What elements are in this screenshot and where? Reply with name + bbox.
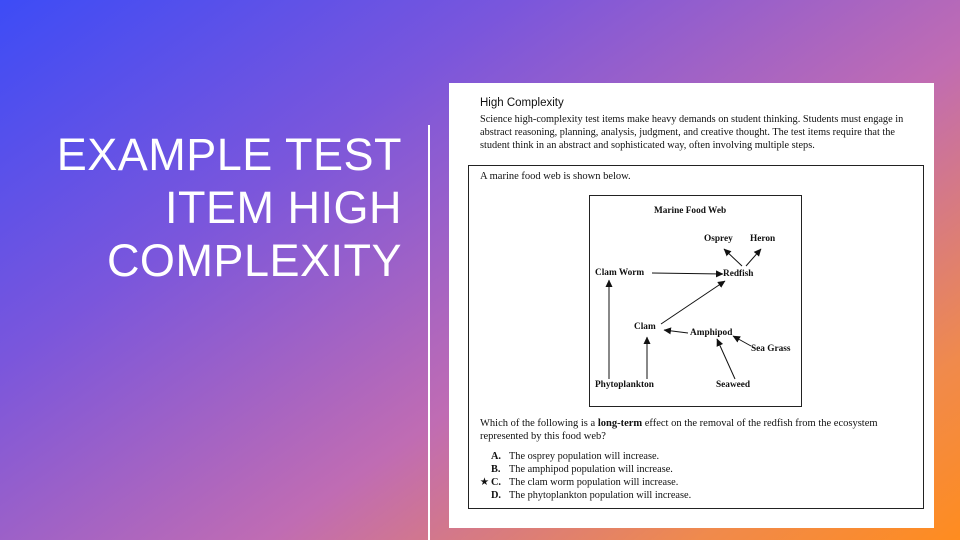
arrow-clamworm-to-redfish bbox=[652, 273, 723, 274]
label-amphipod: Amphipod bbox=[690, 328, 733, 338]
correct-marker-slot bbox=[479, 450, 489, 463]
answer-text: The clam worm population will increase. bbox=[509, 477, 679, 488]
answer-text: The amphipod population will increase. bbox=[509, 464, 673, 475]
answer-list bbox=[479, 450, 691, 502]
question-text bbox=[480, 417, 900, 443]
food-web-title: Marine Food Web bbox=[654, 206, 727, 216]
arrow-seagrass-to-amphipod bbox=[733, 336, 751, 346]
label-sea-grass: Sea Grass bbox=[751, 344, 791, 354]
answer-letter: C. bbox=[491, 477, 502, 488]
answer-option-correct bbox=[479, 476, 691, 489]
arrow-amphipod-to-clam bbox=[664, 330, 688, 333]
slide-title-line-1: EXAMPLE TEST bbox=[56, 129, 402, 180]
vertical-divider bbox=[428, 125, 430, 540]
slide-title-line-3: COMPLEXITY bbox=[106, 235, 402, 286]
document-image bbox=[449, 83, 934, 528]
document-intro: Science high-complexity test items make heavy demands on student thinking. Students must engage in abstract reasoning, planning, analysis, judgment, and creative thought. The test items require that the student think in an abstract and sophisticated way, often involving multiple steps. bbox=[480, 114, 904, 151]
answer-letter: B. bbox=[491, 464, 501, 475]
label-seaweed: Seaweed bbox=[716, 380, 751, 390]
answer-option bbox=[479, 463, 691, 476]
arrow-seaweed-to-amphipod bbox=[717, 339, 735, 379]
answer-letter: A. bbox=[491, 451, 502, 462]
answer-letter: D. bbox=[491, 490, 502, 501]
answer-option bbox=[479, 489, 691, 502]
label-heron: Heron bbox=[750, 234, 776, 244]
arrow-redfish-to-osprey bbox=[724, 249, 742, 266]
answer-text: The osprey population will increase. bbox=[509, 451, 660, 462]
slide-title bbox=[14, 128, 402, 287]
correct-marker-slot bbox=[479, 463, 489, 476]
label-clam: Clam bbox=[634, 322, 656, 332]
question-emphasis: long-term bbox=[597, 418, 643, 429]
question-post: effect on the removal of the redfish from the ecosystem represented by this food web? bbox=[480, 418, 878, 442]
slide-title-line-2: ITEM HIGH bbox=[165, 182, 402, 233]
document-heading: High Complexity bbox=[480, 97, 564, 109]
label-redfish: Redfish bbox=[723, 269, 754, 279]
correct-marker-slot bbox=[479, 489, 489, 502]
label-phytoplankton: Phytoplankton bbox=[595, 380, 654, 390]
food-web-diagram bbox=[589, 195, 802, 407]
star-icon: ★ bbox=[479, 477, 489, 488]
label-osprey: Osprey bbox=[704, 234, 733, 244]
arrow-redfish-to-heron bbox=[746, 249, 761, 266]
test-item-box bbox=[468, 165, 924, 509]
food-web-arrows bbox=[590, 196, 803, 408]
question-pre: Which of the following is a bbox=[480, 418, 598, 429]
arrow-clam-to-redfish bbox=[661, 281, 725, 324]
answer-option bbox=[479, 450, 691, 463]
label-clam-worm: Clam Worm bbox=[595, 268, 645, 278]
item-prompt: A marine food web is shown below. bbox=[480, 171, 631, 182]
answer-text: The phytoplankton population will increase. bbox=[509, 490, 692, 501]
